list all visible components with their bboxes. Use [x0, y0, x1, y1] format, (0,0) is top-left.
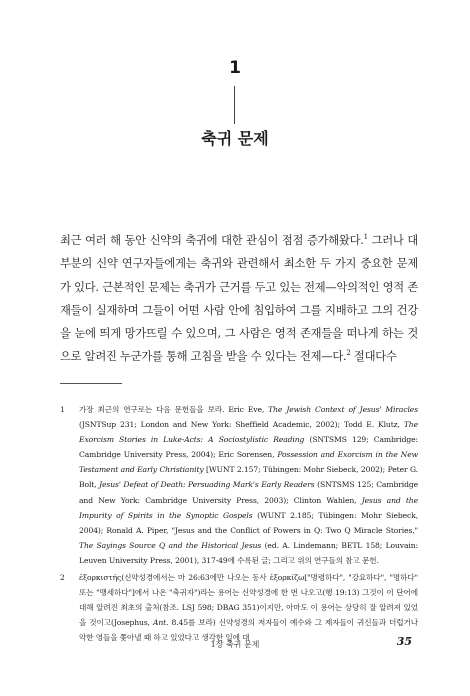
chapter-title: 축귀 문제	[201, 129, 269, 148]
body-paragraph	[60, 229, 418, 369]
chapter-number: 1	[229, 58, 241, 78]
footnote-text: (ed. A. Lindemann; BETL 158; Louvain: Leuven University Press, 2001), 317-49에 수록된 글; 그리고 위의 연구들의 참고 문헌.	[79, 540, 418, 565]
book-title: The Sayings Source Q and the Historical Jesus	[79, 540, 262, 550]
footnote-text: 8.45를 보라) 신약성경의 저자들이 예수와 그 제자들이 귀신들과 더럽거나 악한 영들을 쫓아낼 때 하고 있었다고 생각한 일에 대	[79, 618, 418, 643]
chapter-divider-rule	[234, 86, 235, 124]
footnote-text: (SNTSMS 125; Cambridge and New York: Cambridge University Press, 2003); Clinton Wahlen,	[79, 480, 418, 505]
footnote-text: (WUNT 2.185; Tübingen: Mohr Siebeck, 2004); Ronald A. Piper, "Jesus and the Conflict of Powers in Q: Two Q Miracle Stories,"	[79, 510, 419, 535]
book-title: Possession and Exorcism in the New Testament and Early Christianity	[79, 450, 418, 475]
body-text-part: 절대다수	[350, 350, 397, 364]
footnote-number: 2	[60, 573, 65, 583]
running-footer: 1장 축귀 문제	[210, 640, 260, 649]
book-title: Jesus' Defeat of Death: Persuading Mark's Early Readers	[99, 480, 315, 490]
footnote-ref-1[interactable]: 1	[363, 233, 368, 242]
book-title: The Exorcism Stories in Luke-Acts: A Sociostylistic Reading	[79, 420, 418, 445]
book-title: The Jewish Context of Jesus' Miracles	[268, 405, 418, 414]
footnote-ref-2[interactable]: 2	[346, 349, 351, 358]
footnote-number: 1	[60, 405, 65, 414]
footnote-text: [WUNT 2.157; Tübingen: Mohr Siebeck, 2002); Peter G. Bolt,	[79, 465, 418, 490]
footnote-text: (JSNTSup 231; London and New York: Sheffield Academic, 2002); Todd E. Klutz,	[79, 420, 404, 430]
footnote-separator	[60, 383, 122, 384]
footnote-text: ἐξορκιστής(신약성경에서는 마 26:63에만 나오는 동사 ἐξορκίζω["명령하다", "강요하다", "명하다" 또는 "맹세하다"]에서 나온 "축귀자")라는 용어는 신약성경에 한 번 나오고(행 19:13) 그것이 이 단어에 대해 알려진 최초의 출처(참조. LSJ 598; DBAG 351)이지만, 아마도 이 용어는 상당히 잘 알려져 있었을 것이고(Josephus,	[79, 573, 418, 628]
footnotes	[60, 402, 418, 646]
book-title: Ant.	[153, 618, 169, 628]
footnote-2	[60, 570, 418, 645]
footnote-text: (SNTSMS 129; Cambridge: Cambridge University Press, 2004); Eric Sorensen,	[79, 435, 418, 460]
body-text-part: 그러나 대부분의 신약 연구자들에게는 축귀와 관련해서 최소한 두 가지 중요한 문제가 있다. 근본적인 문제는 축귀가 근거를 두고 있는 전제—악의적인 영적 존재들이 실재하며 그들이 어떤 사람 안에 침입하여 그를 지배하고 그의 건강을 눈에 띄게 망가뜨릴 수 있으며, 그 사람은 영적 존재들을 떠나게 하는 것으로 알려진 누군가를 통해 고침을 받을 수 있다는 전제—다.	[60, 234, 419, 364]
body-text-part: 최근 여러 해 동안 신약의 축귀에 대한 관심이 점점 증가해왔다.	[60, 234, 364, 247]
footnote-text: 가장 최근의 연구로는 다음 문헌들을 보라. Eric Eve,	[79, 405, 269, 414]
page-number: 35	[396, 635, 412, 648]
book-title: Jesus and the Impurity of Spirits in the Synoptic Gospels	[79, 495, 418, 520]
footnote-1	[60, 402, 418, 568]
